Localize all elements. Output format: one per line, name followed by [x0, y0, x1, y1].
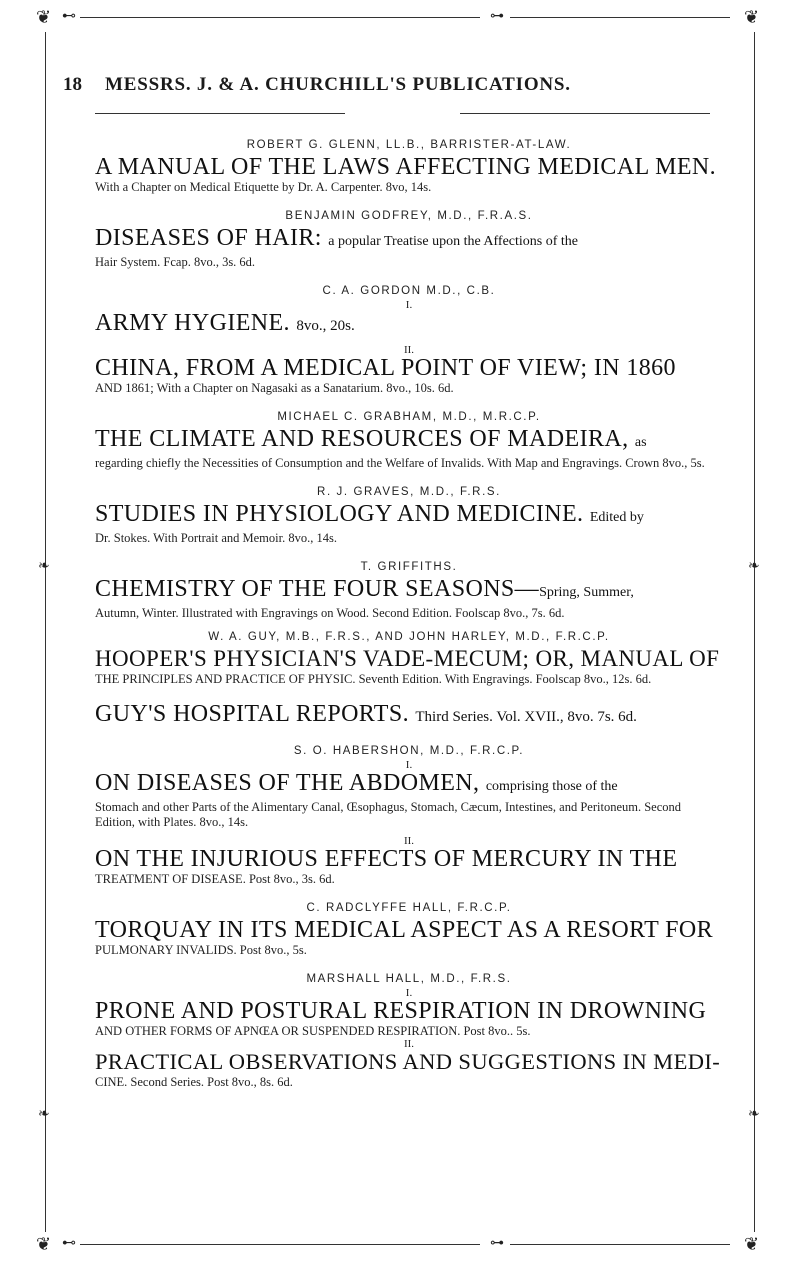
author-line: ROBERT G. GLENN, LL.B., BARRISTER-AT-LAW. — [246, 139, 572, 151]
title-text: ON DISEASES OF THE ABDOMEN, — [95, 770, 480, 796]
title-text: CHEMISTRY OF THE FOUR SEASONS— — [95, 576, 540, 602]
volume-numeral: I. — [405, 987, 413, 999]
list-item — [95, 630, 723, 687]
volume-numeral: II. — [403, 1038, 415, 1050]
title-text: DISEASES OF HAIR: — [95, 225, 322, 251]
side-ornament-icon: ❧ — [38, 1107, 50, 1122]
scroll-ornament-icon: ⊶ — [490, 9, 504, 24]
right-border-rule — [754, 32, 755, 1232]
book-title — [95, 501, 723, 531]
volume-numeral: I. — [405, 759, 413, 771]
top-border-rule — [510, 17, 730, 18]
book-title — [95, 576, 723, 606]
author-line: R. J. GRAVES, M.D., F.R.S. — [317, 486, 501, 498]
corner-ornament-icon: ❦ — [36, 1234, 52, 1254]
publication-list — [95, 138, 723, 1090]
title-tail: Third Series. Vol. XVII., 8vo. 7s. 6d. — [415, 709, 637, 725]
book-detail: Stomach and other Parts of the Alimentary Canal, Œsophagus, Stomach, Cæcum, Intestines, and Peritoneum. Second Edition, with Plates. 8vo., 14s. — [95, 800, 682, 829]
corner-ornament-icon: ❦ — [36, 7, 52, 27]
volume-numeral: II. — [403, 835, 415, 847]
title-tail: 8vo., 20s. — [296, 318, 355, 334]
top-border-rule — [80, 17, 480, 18]
bottom-border-rule — [510, 1244, 730, 1245]
list-item — [95, 901, 723, 958]
book-title — [95, 225, 723, 255]
author-line: BENJAMIN GODFREY, M.D., F.R.A.S. — [285, 210, 533, 222]
list-item — [95, 701, 723, 730]
list-item — [95, 284, 723, 396]
author-line: MICHAEL C. GRABHAM, M.D., M.R.C.P. — [277, 411, 541, 423]
running-head: MESSRS. J. & A. CHURCHILL'S PUBLICATIONS. — [105, 74, 571, 95]
list-item — [95, 744, 723, 887]
volume-numeral: I. — [405, 299, 413, 311]
scroll-ornament-icon: ⊷ — [62, 1236, 76, 1251]
list-item — [95, 972, 723, 1090]
author-line: C. A. GORDON M.D., C.B. — [322, 285, 496, 297]
header-rule — [460, 113, 710, 114]
volume-numeral: II. — [403, 344, 415, 356]
title-text: ARMY HYGIENE. — [95, 310, 290, 336]
book-title — [95, 701, 723, 730]
list-item — [95, 410, 723, 471]
title-tail: Spring, Summer, — [539, 585, 634, 600]
list-item — [95, 209, 723, 270]
book-detail: AND OTHER FORMS OF APNŒA OR SUSPENDED RESPIRATION. Post 8vo.. 5s. — [95, 1024, 531, 1038]
book-title — [95, 770, 723, 800]
book-detail: CINE. Second Series. Post 8vo., 8s. 6d. — [95, 1075, 293, 1089]
left-border-rule — [45, 32, 46, 1232]
book-detail: THE PRINCIPLES AND PRACTICE OF PHYSIC. Seventh Edition. With Engravings. Foolscap 8vo., 12s. 6d. — [95, 672, 652, 686]
side-ornament-icon: ❧ — [748, 559, 760, 574]
title-text: THE CLIMATE AND RESOURCES OF MADEIRA, — [95, 426, 629, 452]
book-title: TORQUAY IN ITS MEDICAL ASPECT AS A RESORT FOR — [95, 917, 714, 943]
author-line: T. GRIFFITHS. — [360, 561, 458, 573]
author-line: MARSHALL HALL, M.D., F.R.S. — [306, 973, 512, 985]
title-tail: comprising those of the — [485, 779, 618, 794]
book-title: CHINA, FROM A MEDICAL POINT OF VIEW; IN 1860 — [95, 355, 676, 381]
book-detail: Hair System. Fcap. 8vo., 3s. 6d. — [95, 255, 256, 269]
book-title — [95, 426, 723, 456]
title-tail: a popular Treatise upon the Affections of the — [328, 234, 579, 249]
book-detail: TREATMENT OF DISEASE. Post 8vo., 3s. 6d. — [95, 872, 335, 886]
bottom-border-rule — [80, 1244, 480, 1245]
scroll-ornament-icon: ⊶ — [490, 1236, 504, 1251]
page-header — [0, 74, 800, 108]
side-ornament-icon: ❧ — [38, 559, 50, 574]
book-detail: Dr. Stokes. With Portrait and Memoir. 8vo., 14s. — [95, 531, 337, 545]
list-item — [95, 138, 723, 195]
corner-ornament-icon: ❦ — [744, 1234, 760, 1254]
book-detail: Autumn, Winter. Illustrated with Engravings on Wood. Second Edition. Foolscap 8vo., 7s. 6d. — [95, 606, 565, 620]
book-title: A MANUAL OF THE LAWS AFFECTING MEDICAL MEN. — [95, 154, 717, 180]
page-number: 18 — [63, 74, 82, 95]
book-title: PRONE AND POSTURAL RESPIRATION IN DROWNING — [95, 998, 707, 1024]
header-rule — [95, 113, 345, 114]
side-ornament-icon: ❧ — [748, 1107, 760, 1122]
book-detail: PULMONARY INVALIDS. Post 8vo., 5s. — [95, 943, 307, 957]
title-text: STUDIES IN PHYSIOLOGY AND MEDICINE. — [95, 501, 584, 527]
author-line: C. RADCLYFFE HALL, F.R.C.P. — [306, 902, 512, 914]
title-text: GUY'S HOSPITAL REPORTS. — [95, 701, 409, 727]
list-item — [95, 485, 723, 546]
book-title: ON THE INJURIOUS EFFECTS OF MERCURY IN THE — [95, 846, 678, 872]
title-tail: as — [634, 435, 647, 450]
author-line: W. A. GUY, M.B., F.R.S., AND JOHN HARLEY, M.D., F.R.C.P. — [208, 631, 610, 643]
book-title: PRACTICAL OBSERVATIONS AND SUGGESTIONS IN MEDI- — [95, 1049, 721, 1074]
author-line: S. O. HABERSHON, M.D., F.R.C.P. — [293, 745, 525, 757]
scroll-ornament-icon: ⊷ — [62, 9, 76, 24]
book-detail: regarding chiefly the Necessities of Consumption and the Welfare of Invalids. With Map and Engravings. Crown 8vo., 5s. — [95, 456, 705, 470]
book-title: HOOPER'S PHYSICIAN'S VADE-MECUM; OR, MANUAL OF — [95, 646, 720, 671]
book-detail: AND 1861; With a Chapter on Nagasaki as a Sanatarium. 8vo., 10s. 6d. — [95, 381, 454, 395]
list-item — [95, 560, 723, 621]
book-detail: With a Chapter on Medical Etiquette by Dr. A. Carpenter. 8vo, 14s. — [95, 180, 432, 194]
corner-ornament-icon: ❦ — [744, 7, 760, 27]
title-tail: Edited by — [589, 510, 644, 525]
book-title — [95, 310, 723, 339]
